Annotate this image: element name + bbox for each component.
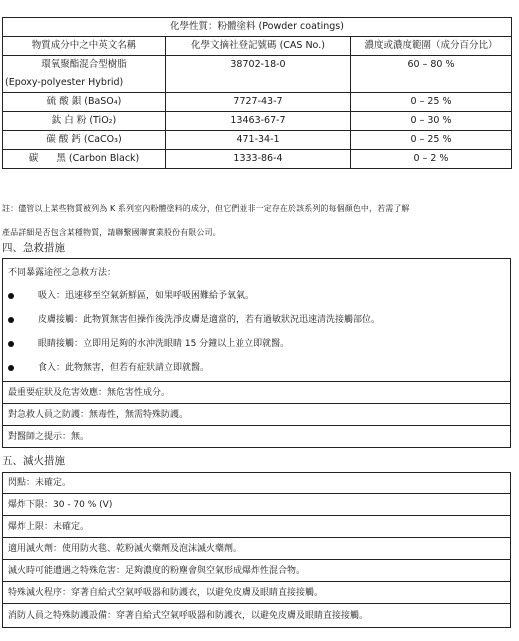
firefighter-equipment-row: 消防人員之特殊防護設備：穿著自給式空氣呼吸器和防護衣，以避免皮膚及眼睛直接接觸。 bbox=[2, 604, 511, 628]
table-row bbox=[3, 56, 512, 75]
physician-note-row: 對醫師之提示：無。 bbox=[2, 426, 511, 448]
special-hazards-row: 滅火時可能遭遇之特殊危害：足夠濃度的粉塵會與空氣形成爆炸性混合物。 bbox=[2, 560, 511, 582]
ingredient-name-english: (Epoxy-polyester Hybrid) bbox=[3, 74, 166, 93]
cas-number: 38702-18-0 bbox=[166, 56, 351, 93]
cas-number: 7727-43-7 bbox=[166, 93, 351, 112]
cas-number: 471-34-1 bbox=[166, 131, 351, 150]
ingredient-name: 碳 酸 鈣 (CaCO₃) bbox=[3, 131, 166, 150]
first-aid-methods-box: 不同暴露途徑之急救方法： 吸入：迅速移至空氣新鮮區，如果呼吸困難給予氧氣。 皮膚接觸：此物質無害但操作後洗淨皮膚是適當的，若有過敏狀況迅速清洗接觸部位。 眼睛接觸：立即用足夠的水沖洗眼睛 15 分鐘以上並立即就醫。 食入：此物無害，但若有症狀請立即就醫。 bbox=[2, 258, 511, 382]
table-title: 化學性質：粉體塗料 (Powder coatings) bbox=[3, 18, 512, 37]
concentration: 0 – 25 % bbox=[351, 93, 512, 112]
bullet-icon bbox=[8, 365, 14, 371]
table-row bbox=[3, 131, 512, 150]
ingredient-name: 環氧聚酯混合型樹脂 bbox=[3, 56, 166, 75]
concentration: 60 – 80 % bbox=[351, 56, 512, 93]
concentration: 0 – 2 % bbox=[351, 150, 512, 169]
cas-number: 1333-86-4 bbox=[166, 150, 351, 169]
ingredient-name: 碳 黑 (Carbon Black) bbox=[3, 150, 166, 169]
symptoms-row: 最重要症狀及危害效應：無危害性成分。 bbox=[2, 382, 511, 404]
table-row bbox=[3, 112, 512, 131]
rescuer-protection-row: 對急救人員之防護：無毒性，無需特殊防護。 bbox=[2, 404, 511, 426]
first-aid-intro: 不同暴露途徑之急救方法： bbox=[8, 268, 117, 278]
extinguishing-media-row: 適用滅火劑：使用防火毯、乾粉滅火藥劑及泡沫滅火藥劑。 bbox=[2, 538, 511, 560]
header-concentration: 濃度或濃度範圍（成分百分比） bbox=[351, 37, 512, 56]
bullet-icon bbox=[8, 341, 14, 347]
flash-point-row: 閃點：未確定。 bbox=[2, 472, 511, 494]
bullet-icon bbox=[8, 317, 14, 323]
section-heading-firefighting: 五、滅火措施 bbox=[2, 455, 65, 467]
table-row bbox=[3, 150, 512, 169]
bullet-icon bbox=[8, 293, 14, 299]
header-cas: 化學文摘社登記號碼 (CAS No.) bbox=[166, 37, 351, 56]
table-row bbox=[3, 93, 512, 112]
firefighting-procedure-row: 特殊滅火程序：穿著自給式空氣呼吸器和防護衣，以避免皮膚及眼睛直接接觸。 bbox=[2, 582, 511, 604]
ingredient-name: 硫 酸 鋇 (BaSO₄) bbox=[3, 93, 166, 112]
concentration: 0 – 25 % bbox=[351, 131, 512, 150]
composition-table bbox=[2, 17, 512, 169]
lower-explosion-limit-row: 爆炸下限：30 - 70 % (V) bbox=[2, 494, 511, 516]
section-heading-first-aid: 四、急救措施 bbox=[2, 242, 65, 254]
note-line: 註：儘管以上某些物質被列為 K 系列室內粉體塗料的成分，但它們並非一定存在於該系列的每個顏色中，若需了解 bbox=[2, 204, 410, 213]
header-name: 物質成分中之中英文名稱 bbox=[3, 37, 166, 56]
composition-note bbox=[2, 197, 514, 245]
note-line: 產品詳細是否包含某種物質，請聯繫國聯實業股份有限公司。 bbox=[2, 228, 221, 237]
concentration: 0 – 30 % bbox=[351, 112, 512, 131]
cas-number: 13463-67-7 bbox=[166, 112, 351, 131]
ingredient-name: 鈦 白 粉 (TiO₂) bbox=[3, 112, 166, 131]
upper-explosion-limit-row: 爆炸上限：未確定。 bbox=[2, 516, 511, 538]
